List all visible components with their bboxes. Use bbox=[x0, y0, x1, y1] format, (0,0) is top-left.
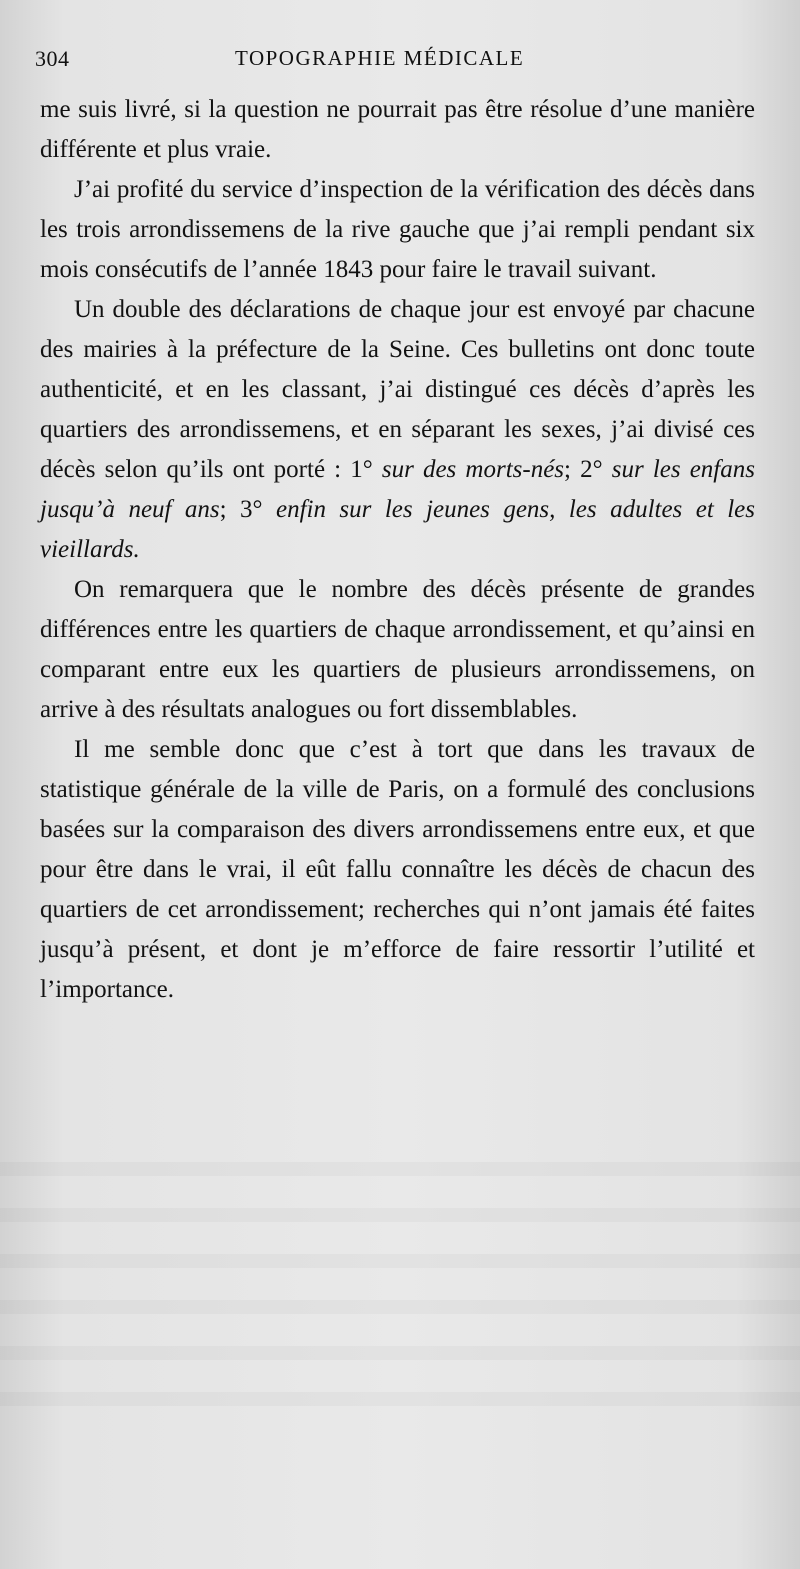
page-number: 304 bbox=[35, 46, 70, 71]
show-through-area bbox=[0, 1130, 800, 1430]
paragraph-3-part-1: Un double des déclarations de chaque jour est envoyé par chacune des mairies à la préfecture de la Seine. Ces bulletins ont donc toute authenticité, et en les classant, j’ai distingué ces décès d’après les quartiers des arrondissemens, et en séparant les sexes, j’ai divisé ces décès selon qu’ils ont porté : 1° bbox=[40, 296, 755, 483]
paragraph-3-part-3: ; 3° bbox=[219, 496, 276, 523]
paragraph-1: me suis livré, si la question ne pourrait pas être résolue d’une manière différente et plus vraie. bbox=[40, 96, 755, 163]
running-head: TOPOGRAPHIE MÉDICALE bbox=[235, 46, 525, 70]
paragraph-3-italic-2: sur les enfans jusqu’à neuf ans bbox=[40, 456, 755, 523]
body-text bbox=[40, 90, 755, 1010]
paragraph-3-part-2: ; 2° bbox=[564, 456, 612, 483]
paragraph-2: J’ai profité du service d’inspection de la vérification des décès dans les trois arrondissemens de la rive gauche que j’ai rempli pendant six mois consécutifs de l’année 1843 pour faire le travail suivant. bbox=[40, 176, 755, 283]
paragraph-3-italic-3: enfin sur les jeunes gens, les adultes et les vieillards. bbox=[40, 496, 755, 563]
paragraph-3-italic-1: sur des morts-nés bbox=[381, 456, 565, 483]
paragraph-3 bbox=[40, 290, 755, 570]
paragraph-4: On remarquera que le nombre des décès présente de grandes différences entre les quartiers de chaque arrondissement, et qu’ainsi en comparant entre eux les quartiers de plusieurs arrondissemens, on arrive à des résultats analogues ou fort dissemblables. bbox=[40, 576, 755, 723]
page-header bbox=[35, 40, 762, 74]
paragraph-5: Il me semble donc que c’est à tort que dans les travaux de statistique générale de la ville de Paris, on a formulé des conclusions basées sur la comparaison des divers arrondissemens entre eux, et que pour être dans le vrai, il eût fallu connaître les décès de chacun des quartiers de cet arrondissement; recherches qui n’ont jamais été faites jusqu’à présent, et dont je m’efforce de faire ressortir l’utilité et l’importance. bbox=[40, 736, 755, 1003]
